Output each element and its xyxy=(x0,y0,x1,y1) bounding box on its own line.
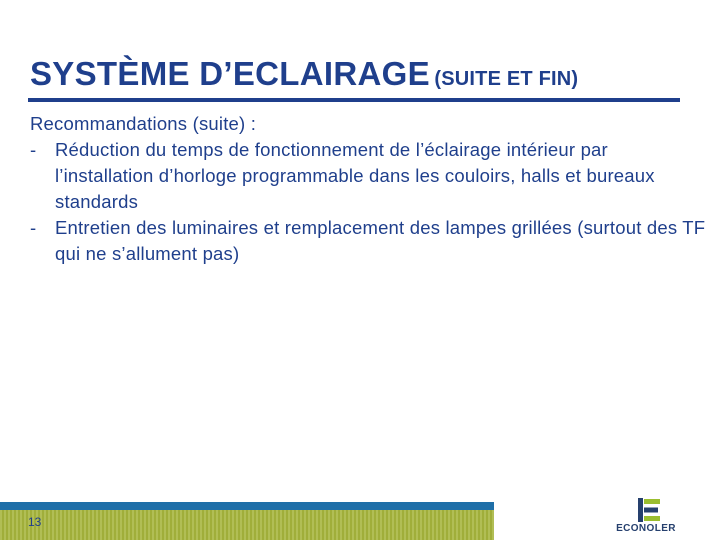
bullet-dash: - xyxy=(30,217,37,238)
econoler-logo xyxy=(606,498,686,538)
list-item-text: Réduction du temps de fonctionnement de l’éclairage intérieur par l’installation d’horloge programmable dans les couloirs, halls et bureaux standards xyxy=(55,139,655,212)
bullet-dash: - xyxy=(30,139,37,160)
slide-content xyxy=(30,111,710,267)
slide-title-sub: (SUITE ET FIN) xyxy=(434,68,579,90)
econoler-e-mark-icon xyxy=(638,498,660,522)
slide-title xyxy=(30,52,680,103)
footer-stripe xyxy=(0,502,494,510)
footer-panel xyxy=(0,510,494,540)
recommendations-heading: Recommandations (suite) : xyxy=(30,113,257,134)
slide-title-main: SYSTÈME D’ECLAIRAGE xyxy=(30,55,430,92)
logo-text: ECONOLER xyxy=(616,523,676,534)
list-item-text: Entretien des luminaires et remplacement des lampes grillées (surtout des TF qui ne s’allument pas) xyxy=(55,217,706,264)
page-number: 13 xyxy=(28,515,42,529)
list-item xyxy=(30,215,710,267)
title-underline xyxy=(28,98,680,102)
footer-bar xyxy=(0,502,494,540)
recommendations-list xyxy=(30,137,710,267)
list-item xyxy=(30,137,710,215)
